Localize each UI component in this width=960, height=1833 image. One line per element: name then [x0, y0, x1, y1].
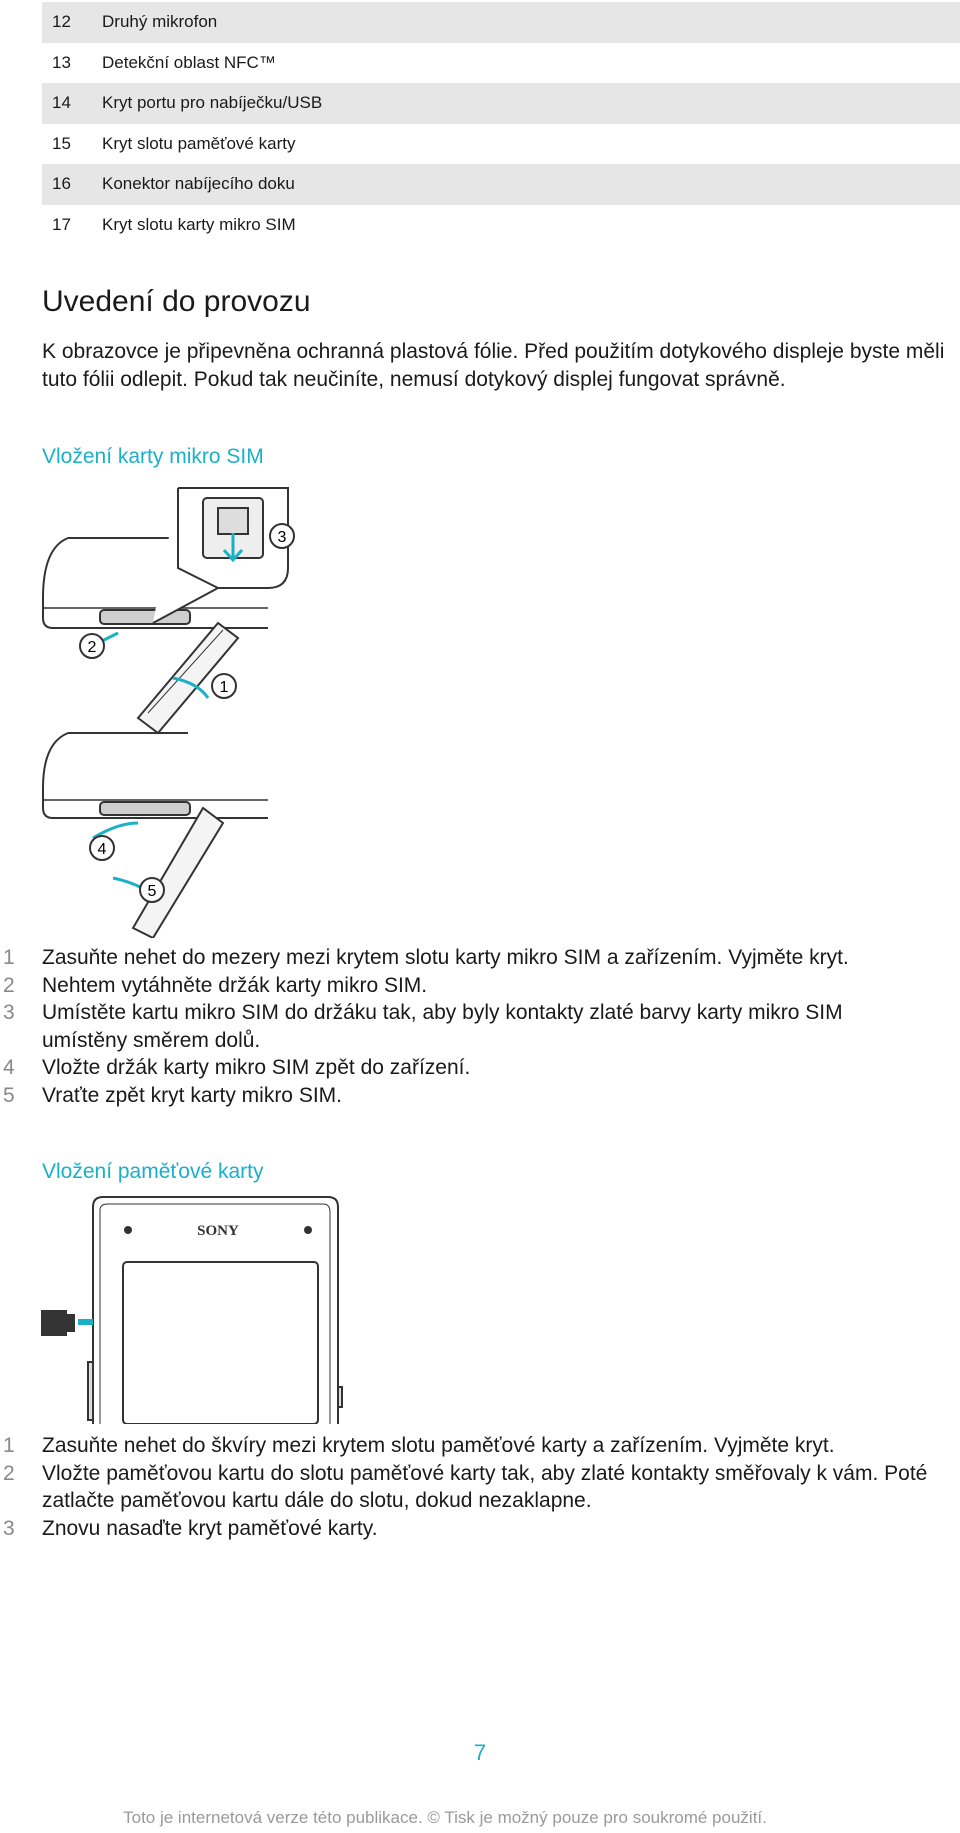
list-item — [0, 944, 930, 972]
step-number: 4 — [3, 1056, 15, 1079]
parts-row — [42, 164, 960, 205]
list-item — [0, 1460, 930, 1515]
memory-card-illustration — [38, 1192, 348, 1424]
list-item — [0, 1432, 930, 1460]
callout-4: 4 — [97, 841, 107, 858]
footer-note: Toto je internetová verze této publikace. © Tisk je možný pouze pro soukromé použití. — [123, 1808, 767, 1827]
sony-logo: SONY — [197, 1223, 239, 1239]
memory-section-title: Vložení paměťové karty — [42, 1160, 264, 1183]
sim-section-title: Vložení karty mikro SIM — [42, 445, 264, 468]
step-text: Zasuňte nehet do škvíry mezi krytem slotu paměťové karty a zařízením. Vyjměte kryt. — [42, 1434, 835, 1457]
step-number: 5 — [3, 1083, 15, 1107]
memory-steps-list — [0, 1432, 930, 1542]
part-number: 16 — [52, 174, 71, 194]
callout-5: 5 — [147, 883, 157, 900]
part-number: 12 — [52, 12, 71, 32]
intro-paragraph: K obrazovce je připevněna ochranná plastová fólie. Před použitím dotykového displeje byste měli tuto fólii odlepit. Pokud tak neučiníte, nemusí dotykový displej fungovat správně. — [42, 340, 945, 391]
part-label: Kryt slotu karty mikro SIM — [102, 214, 296, 234]
list-item — [0, 1082, 930, 1110]
list-item — [0, 999, 930, 1054]
step-text: Vraťte zpět kryt karty mikro SIM. — [42, 1083, 342, 1107]
part-label: Detekční oblast NFC™ — [102, 52, 276, 72]
step-text: Vložte paměťovou kartu do slotu paměťové karty tak, aby zlaté kontakty směřovaly k vám. Poté zatlačte paměťovou kartu dále do slotu, dokud nezaklapne. — [42, 1461, 928, 1512]
list-item — [0, 1054, 930, 1082]
sim-insertion-illustration — [38, 478, 308, 938]
part-label: Kryt slotu paměťové karty — [102, 133, 296, 153]
step-number: 1 — [3, 1434, 15, 1457]
part-label: Druhý mikrofon — [102, 12, 218, 32]
part-number: 13 — [52, 52, 71, 72]
parts-row — [42, 83, 960, 124]
section-title: Uvedení do provozu — [42, 285, 311, 318]
list-item — [0, 1515, 930, 1543]
callout-3: 3 — [277, 529, 287, 546]
step-number: 3 — [3, 1001, 15, 1024]
callout-2: 2 — [87, 639, 97, 656]
parts-row — [42, 124, 960, 165]
step-number: 1 — [3, 946, 15, 969]
part-number: 14 — [52, 93, 71, 113]
list-item — [0, 972, 930, 1000]
part-number: 15 — [52, 133, 71, 153]
step-number: 2 — [3, 973, 15, 997]
part-label: Konektor nabíjecího doku — [102, 174, 295, 194]
step-text: Znovu nasaďte kryt paměťové karty. — [42, 1516, 378, 1540]
part-number: 17 — [52, 214, 71, 234]
step-number: 2 — [3, 1461, 15, 1485]
callout-1: 1 — [219, 679, 229, 696]
step-text: Umístěte kartu mikro SIM do držáku tak, aby byly kontakty zlaté barvy karty mikro SIM umístěny směrem dolů. — [42, 1001, 843, 1052]
sim-steps-list — [0, 944, 930, 1109]
step-number: 3 — [3, 1516, 15, 1540]
parts-list — [42, 2, 960, 245]
step-text: Zasuňte nehet do mezery mezi krytem slotu karty mikro SIM a zařízením. Vyjměte kryt. — [42, 946, 849, 969]
page-number: 7 — [473, 1740, 487, 1765]
part-label: Kryt portu pro nabíječku/USB — [102, 93, 323, 113]
step-text: Nehtem vytáhněte držák karty mikro SIM. — [42, 973, 428, 997]
step-text: Vložte držák karty mikro SIM zpět do zařízení. — [42, 1056, 471, 1079]
parts-row — [42, 43, 960, 84]
parts-row — [42, 205, 960, 246]
parts-row — [42, 2, 960, 43]
